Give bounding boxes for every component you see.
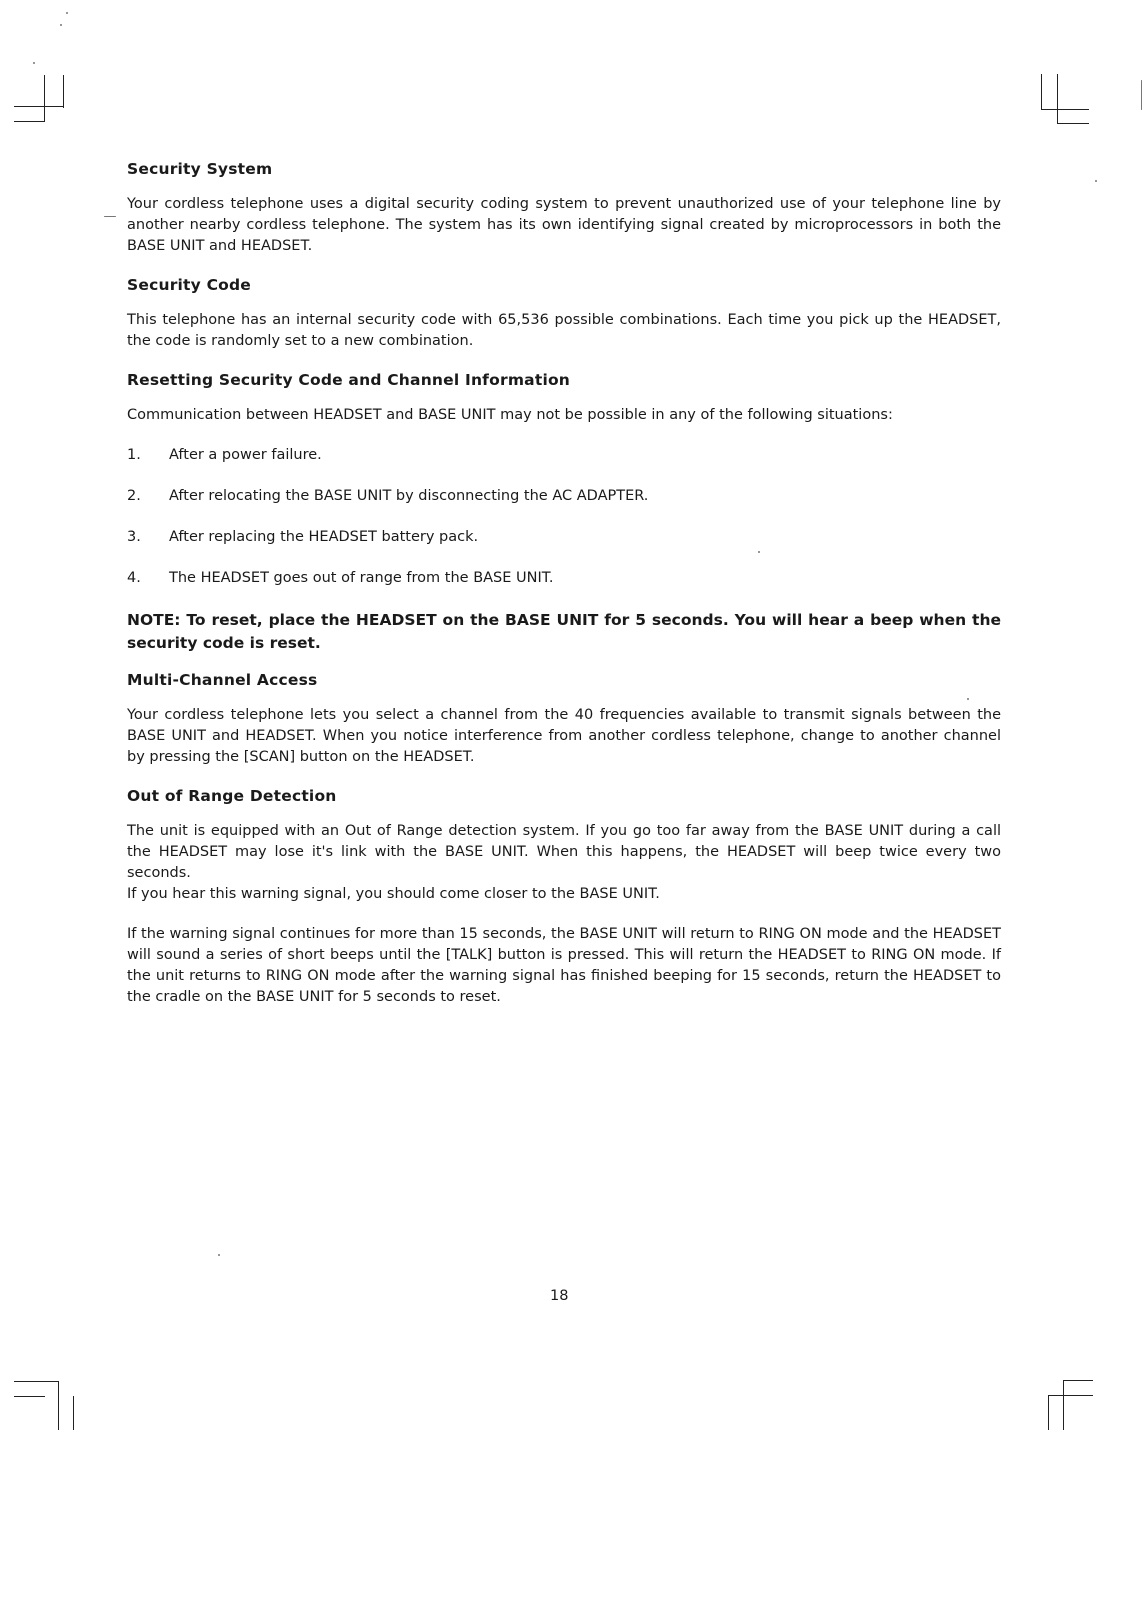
list-item-text: The HEADSET goes out of range from the BASE UNIT.	[169, 570, 554, 586]
list-item-number: 3.	[127, 529, 141, 545]
security-code-heading: Security Code	[127, 276, 251, 294]
list-item-number: 2.	[127, 488, 141, 504]
multi-channel-body: Your cordless telephone lets you select a channel from the 40 frequencies available to transmit signals between the BASE UNIT and HEADSET. When you notice interference from another cordless telephone, change to another channel by pressing the [SCAN] button on the HEADSET.	[127, 707, 1001, 765]
list-item-number: 4.	[127, 570, 141, 586]
multi-channel-section	[127, 671, 1001, 768]
security-system-section	[127, 160, 1001, 257]
resetting-section	[127, 371, 1001, 655]
out-of-range-section	[127, 787, 1001, 1008]
list-item-text: After a power failure.	[169, 447, 322, 463]
list-item	[127, 445, 1001, 466]
out-of-range-body-1b: If you hear this warning signal, you should come closer to the BASE UNIT.	[127, 886, 660, 902]
list-item-text: After replacing the HEADSET battery pack.	[169, 529, 479, 545]
list-item	[127, 568, 1001, 589]
security-system-body: Your cordless telephone uses a digital security coding system to prevent unauthorized use of your telephone line by another nearby cordless telephone. The system has its own identifying signal created by microprocessors in both the BASE UNIT and HEADSET.	[127, 196, 1001, 254]
multi-channel-heading: Multi-Channel Access	[127, 671, 318, 689]
resetting-intro: Communication between HEADSET and BASE UNIT may not be possible in any of the following situations:	[127, 407, 893, 423]
content-column	[127, 160, 1001, 1027]
security-code-section	[127, 276, 1001, 352]
out-of-range-body-2: If the warning signal continues for more than 15 seconds, the BASE UNIT will return to RING ON mode and the HEADSET will sound a series of short beeps until the [TALK] button is pressed. This will return the HEADSET to RING ON mode. If the unit returns to RING ON mode after the warning signal has finished beeping for 15 seconds, return the HEADSET to the cradle on the BASE UNIT for 5 seconds to reset.	[127, 926, 1001, 1005]
list-item	[127, 486, 1001, 507]
list-item-text: After relocating the BASE UNIT by disconnecting the AC ADAPTER.	[169, 488, 649, 504]
security-system-heading: Security System	[127, 160, 273, 178]
page-number: 18	[550, 1288, 569, 1304]
situations-list	[127, 445, 1001, 589]
list-item-number: 1.	[127, 447, 141, 463]
security-code-body: This telephone has an internal security code with 65,536 possible combinations. Each time you pick up the HEADSET, the code is randomly set to a new combination.	[127, 312, 1001, 349]
out-of-range-body-1: The unit is equipped with an Out of Range detection system. If you go too far away from the BASE UNIT during a call the HEADSET may lose it's link with the BASE UNIT. When this happens, the HEADSET will beep twice every two seconds.	[127, 823, 1001, 881]
out-of-range-heading: Out of Range Detection	[127, 787, 337, 805]
resetting-heading: Resetting Security Code and Channel Information	[127, 371, 571, 389]
reset-note: NOTE: To reset, place the HEADSET on the BASE UNIT for 5 seconds. You will hear a beep when the security code is reset.	[127, 611, 1001, 652]
list-item	[127, 527, 1001, 548]
